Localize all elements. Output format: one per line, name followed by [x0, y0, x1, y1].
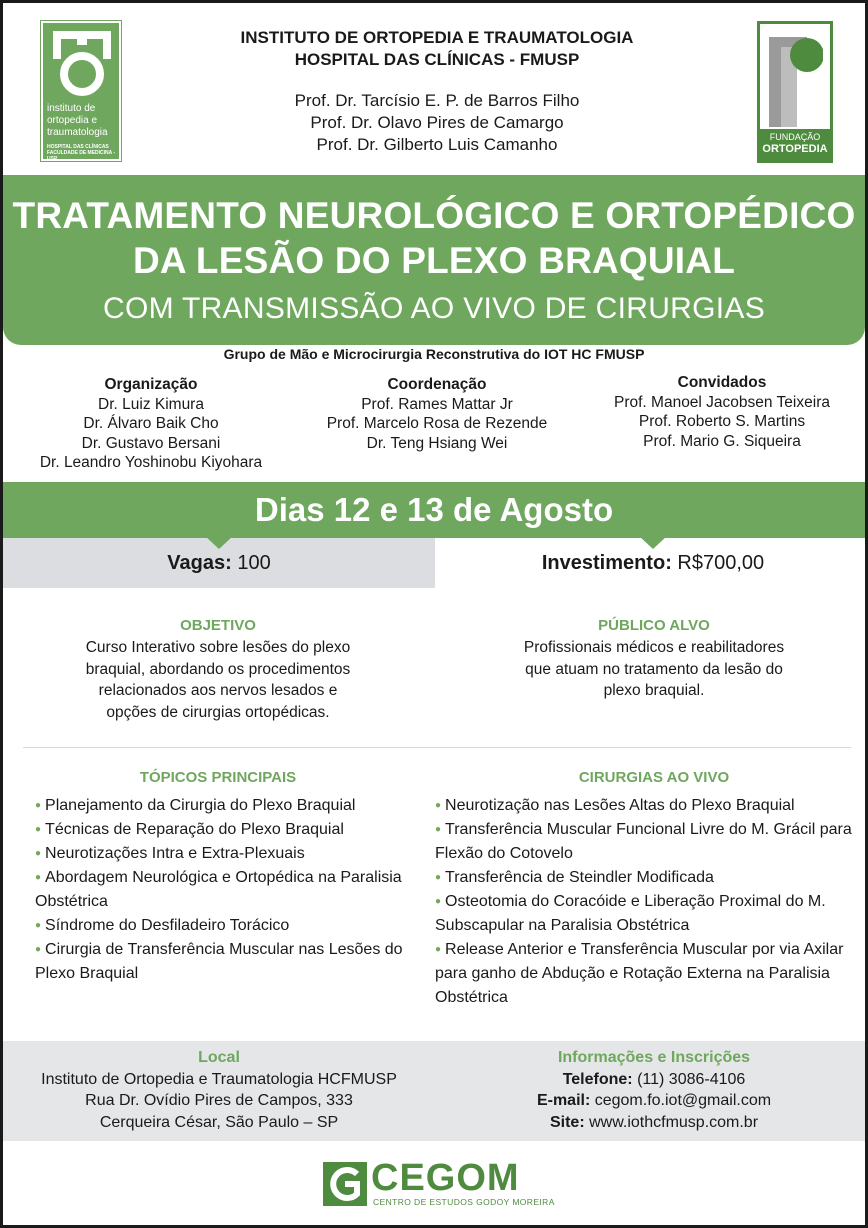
organizer-name: Dr. Álvaro Baik Cho	[83, 415, 219, 432]
fundacao-logo-text	[760, 129, 830, 160]
organizer-name: Dr. Luiz Kimura	[98, 395, 204, 413]
site-label: Site:	[549, 1113, 585, 1131]
cirurgias-list	[435, 794, 853, 1010]
info-heading: Informações e Inscrições	[557, 1049, 751, 1066]
local-line: Cerqueira César, São Paulo – SP	[99, 1113, 339, 1131]
dates-banner: Dias 12 e 13 de Agosto	[3, 482, 865, 538]
organizer-name: Dr. Leandro Yoshinobu Kiyohara	[39, 454, 263, 471]
fundacao-ortopedia-logo	[757, 21, 833, 163]
fundacao-line1: FUNDAÇÃO	[769, 132, 821, 142]
list-item: ● Técnicas de Reparação do Plexo Braquial	[35, 818, 407, 842]
list-item: ● Cirurgia de Transferência Muscular nas Lesões do Plexo Braquial	[35, 938, 407, 986]
fundacao-line2: ORTOPEDIA	[762, 143, 828, 155]
cegom-name: CEGOM	[371, 1157, 520, 1199]
cirurgias-heading: CIRURGIAS AO VIVO	[578, 769, 730, 786]
local-line: Instituto de Ortopedia e Traumatologia HCFMUSP	[41, 1070, 397, 1088]
coordinator-name: Prof. Rames Mattar Jr	[361, 395, 513, 413]
list-item: ● Transferência Muscular Funcional Livre do M. Grácil para Flexão do Cotovelo	[435, 818, 853, 866]
iot-logo-icon	[51, 29, 113, 99]
title-line: TRATAMENTO NEUROLÓGICO E ORTOPÉDICO	[12, 195, 856, 236]
organizer-name: Dr. Gustavo Bersani	[81, 434, 221, 452]
convidados-heading: Convidados	[677, 374, 767, 391]
investimento-label: Investimento:	[541, 552, 672, 574]
guest-name: Prof. Mario G. Siqueira	[643, 432, 801, 450]
fundacao-logo-icon	[767, 31, 823, 131]
list-item: ● Release Anterior e Transferência Muscular por via Axilar para ganho de Abdução e Rotação Externa na Paralisia Obstétrica	[435, 938, 853, 1010]
publico-heading: PÚBLICO ALVO	[598, 617, 710, 634]
event-subtitle: COM TRANSMISSÃO AO VIVO DE CIRURGIAS	[102, 292, 766, 325]
local-heading: Local	[198, 1049, 240, 1066]
guest-name: Prof. Manoel Jacobsen Teixeira	[614, 393, 830, 411]
email-label: E-mail:	[536, 1092, 591, 1109]
iot-logo	[41, 21, 121, 161]
title-line: DA LESÃO DO PLEXO BRAQUIAL	[132, 240, 736, 281]
objetivo-line: Curso Interativo sobre lesões do plexo	[85, 639, 351, 656]
header	[3, 3, 865, 178]
section-divider	[23, 747, 851, 748]
notch-left	[205, 536, 233, 549]
footer	[3, 1041, 865, 1141]
list-item: ● Abordagem Neurológica e Ortopédica na Paralisia Obstétrica	[35, 866, 407, 914]
objetivo-line: opções de cirurgias ortopédicas.	[106, 703, 330, 721]
iot-logo-sub: HOSPITAL DAS CLÍNICAS FACULDADE DE MEDICINA - USP	[47, 144, 116, 162]
organizacao-heading: Organização	[104, 376, 198, 393]
professor-name: Prof. Dr. Olavo Pires de Camargo	[310, 113, 564, 132]
vagas-value: 100	[237, 552, 271, 574]
institute-line: INSTITUTO DE ORTOPEDIA E TRAUMATOLOGIA	[240, 28, 634, 47]
cegom-logo	[323, 1157, 573, 1210]
list-item: ● Osteotomia do Coracóide e Liberação Proximal do M. Subscapular na Paralisia Obstétrica	[435, 890, 853, 938]
publico-text	[469, 637, 839, 702]
list-item: ● Síndrome do Desfiladeiro Torácico	[35, 914, 407, 938]
objetivo-text	[33, 637, 403, 723]
phone-label: Telefone:	[562, 1070, 633, 1088]
professor-name: Prof. Dr. Tarcísio E. P. de Barros Filho	[294, 91, 580, 110]
local-block	[9, 1047, 429, 1133]
professor-name: Prof. Dr. Gilberto Luis Camanho	[316, 135, 558, 154]
vagas-label: Vagas:	[167, 552, 232, 574]
list-item: ● Neurotização nas Lesões Altas do Plexo Braquial	[435, 794, 853, 818]
objetivo-line: relacionados aos nervos lesados e	[98, 682, 338, 699]
cegom-logo-icon	[323, 1162, 367, 1206]
institute-line: HOSPITAL DAS CLÍNICAS - FMUSP	[294, 50, 580, 69]
local-line: Rua Dr. Ovídio Pires de Campos, 333	[85, 1092, 353, 1109]
event-title	[3, 193, 865, 283]
objetivo-heading: OBJETIVO	[180, 617, 256, 634]
email-link[interactable]: cegom.fo.iot@gmail.com	[594, 1092, 772, 1109]
info-block	[449, 1047, 859, 1133]
convidados-column	[587, 373, 857, 451]
phone-line	[449, 1069, 859, 1091]
list-item: ● Transferência de Steindler Modificada	[435, 866, 853, 890]
list-item: ● Planejamento da Cirurgia do Plexo Braquial	[35, 794, 407, 818]
site-link[interactable]: www.iothcfmusp.com.br	[589, 1113, 759, 1131]
phone-value[interactable]: (11) 3086-4106	[637, 1070, 746, 1088]
email-line	[449, 1090, 859, 1112]
institute-name	[153, 27, 721, 71]
publico-line: que atuam no tratamento da lesão do	[525, 660, 783, 678]
list-item: ● Neurotizações Intra e Extra-Plexuais	[35, 842, 407, 866]
publico-line: Profissionais médicos e reabilitadores	[523, 639, 785, 656]
coordenacao-column	[303, 375, 571, 453]
objetivo-line: braquial, abordando os procedimentos	[85, 660, 351, 678]
iot-logo-label: instituto de ortopedia e traumatologia	[47, 103, 108, 138]
organizacao-column	[13, 375, 289, 473]
title-band	[3, 175, 865, 345]
coordinator-name: Prof. Marcelo Rosa de Rezende	[326, 415, 548, 432]
investimento-value: R$700,00	[677, 552, 765, 574]
cegom-sub: CENTRO DE ESTUDOS GODOY MOREIRA	[373, 1197, 555, 1207]
professors-list	[153, 90, 721, 156]
coordinator-name: Dr. Teng Hsiang Wei	[366, 434, 508, 452]
publico-line: plexo braquial.	[603, 682, 705, 699]
topicos-heading: TÓPICOS PRINCIPAIS	[139, 769, 297, 786]
site-line	[449, 1112, 859, 1134]
guest-name: Prof. Roberto S. Martins	[638, 413, 806, 430]
group-name: Grupo de Mão e Microcirurgia Reconstrutiva do IOT HC FMUSP	[223, 346, 645, 362]
notch-right	[639, 536, 667, 549]
topicos-list	[35, 794, 407, 986]
coordenacao-heading: Coordenação	[387, 376, 487, 393]
